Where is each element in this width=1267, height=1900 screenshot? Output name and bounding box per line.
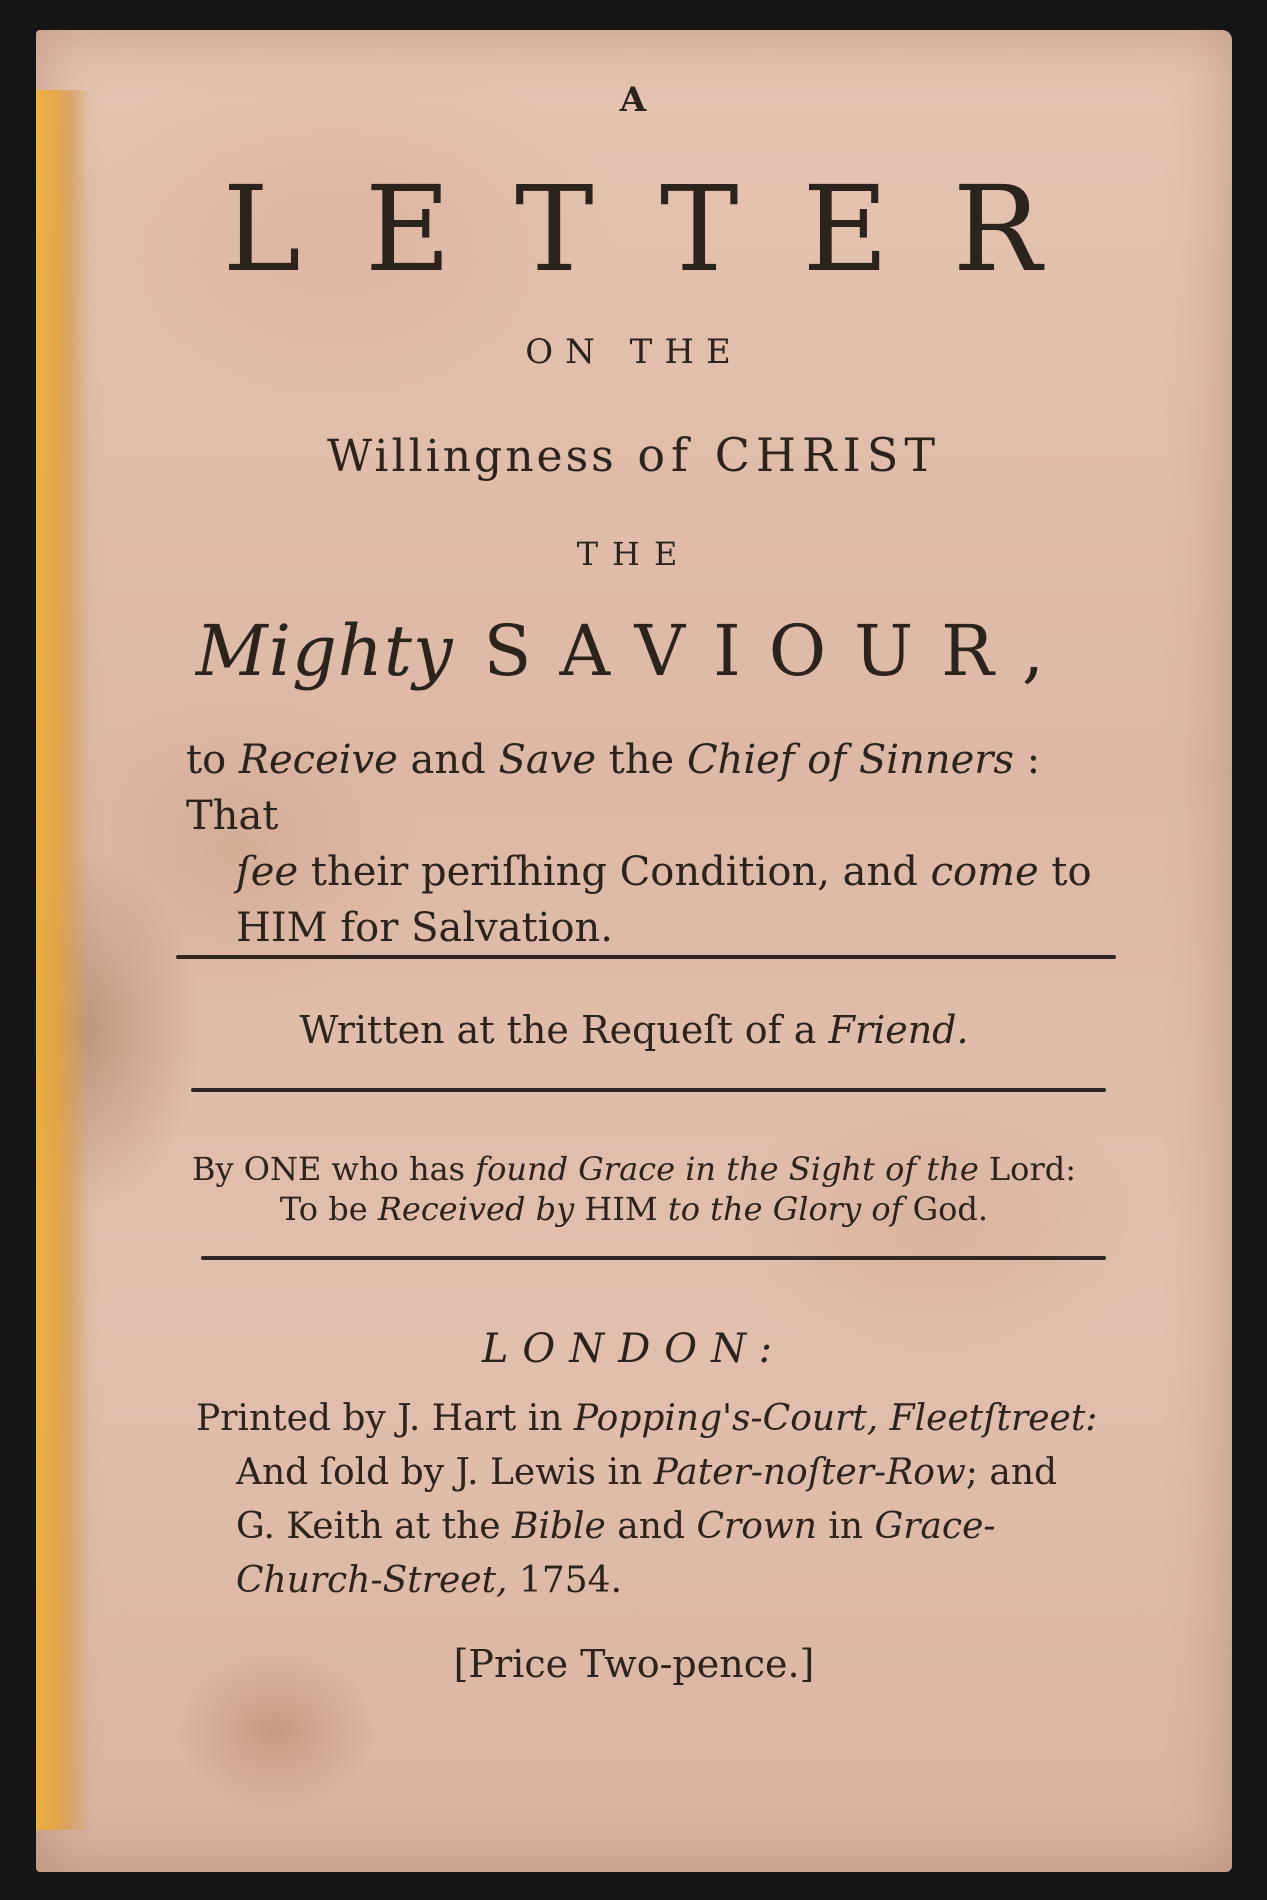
friend-word: Friend. (828, 1008, 969, 1052)
imprint-paternoster: Pater-noſter-Row (653, 1452, 966, 1493)
subtitle-come: come (930, 849, 1039, 895)
subtitle-save: Save (498, 737, 596, 783)
author-him: HIM (584, 1190, 658, 1228)
author-by: By (191, 1150, 234, 1188)
subtitle-and: and (410, 737, 486, 783)
subtitle-receive: Receive (238, 737, 398, 783)
imprint-year: 1754. (518, 1560, 623, 1601)
saviour-word: SAVIOUR, (483, 610, 1073, 692)
imprint-and-word: and (617, 1506, 685, 1547)
rule-3 (201, 1256, 1106, 1260)
mighty-word: Mighty (195, 610, 454, 692)
imprint-line-2 (196, 1446, 1116, 1500)
author-who-has: who has (331, 1150, 466, 1188)
imprint-in-word: in (828, 1506, 864, 1547)
imprint-line-4 (196, 1554, 1116, 1608)
subtitle-for-salvation: for Salvation. (340, 905, 613, 951)
subtitle-to-2: to (1051, 849, 1092, 895)
imprint-line-3 (196, 1500, 1116, 1554)
title-page (36, 30, 1232, 1872)
written-line (36, 1008, 1232, 1052)
author-lord: Lord: (988, 1150, 1076, 1188)
author-to-be: To be (279, 1190, 368, 1228)
imprint-paragraph (196, 1392, 1116, 1608)
subtitle-the: the (608, 737, 675, 783)
subtitle-see: ſee (236, 849, 299, 895)
subtitle-him: HIM (236, 905, 328, 951)
on-the-line: ON THE (525, 332, 743, 372)
imprint-bible: Bible (512, 1506, 606, 1547)
willingness-line (36, 428, 1232, 482)
article-a: A (619, 80, 649, 120)
rule-1 (176, 955, 1116, 959)
author-one: ONE (243, 1150, 322, 1188)
imprint-crown: Crown (696, 1506, 817, 1547)
imprint-grace: Grace- (874, 1506, 996, 1547)
imprint-and: ; and (965, 1452, 1058, 1493)
subtitle-to: to (186, 737, 227, 783)
christ-word: CHRIST (714, 428, 942, 482)
imprint-printed-by: Printed by J. Hart in (196, 1398, 563, 1439)
subtitle-line-2 (186, 844, 1106, 900)
imprint-church-street: Church-Street, (236, 1560, 508, 1601)
subtitle-paragraph (186, 732, 1106, 956)
subtitle-perishing: their periſhing Condition, and (310, 849, 918, 895)
willingness-word: Willingness (326, 431, 617, 482)
author-line-1 (36, 1150, 1232, 1188)
price-line: [Price Two-pence.] (453, 1642, 815, 1686)
of-word: of (637, 428, 695, 482)
rule-2 (191, 1088, 1106, 1092)
the-line: THE (576, 535, 692, 573)
author-god: God. (912, 1190, 989, 1228)
mighty-saviour-line (36, 610, 1232, 692)
author-received-by: Received by (377, 1190, 575, 1228)
imprint-sold-by: And ſold by J. Lewis in (236, 1452, 643, 1493)
author-line-2 (36, 1190, 1232, 1228)
author-found-grace: found Grace in the Sight of the (475, 1150, 979, 1188)
london-line: LONDON: (481, 1326, 787, 1372)
subtitle-chief-of-sinners: Chief of Sinners (686, 737, 1014, 783)
subtitle-line-3 (186, 900, 1106, 956)
imprint-poppings-court: Popping's-Court, Fleetſtreet: (573, 1398, 1098, 1439)
subtitle-that: : That (186, 737, 1041, 839)
written-text: Written at the Requeſt of a (299, 1008, 817, 1052)
imprint-keith: G. Keith at the (236, 1506, 501, 1547)
main-title: LETTER (222, 160, 1106, 298)
author-to-glory: to the Glory of (667, 1190, 903, 1228)
